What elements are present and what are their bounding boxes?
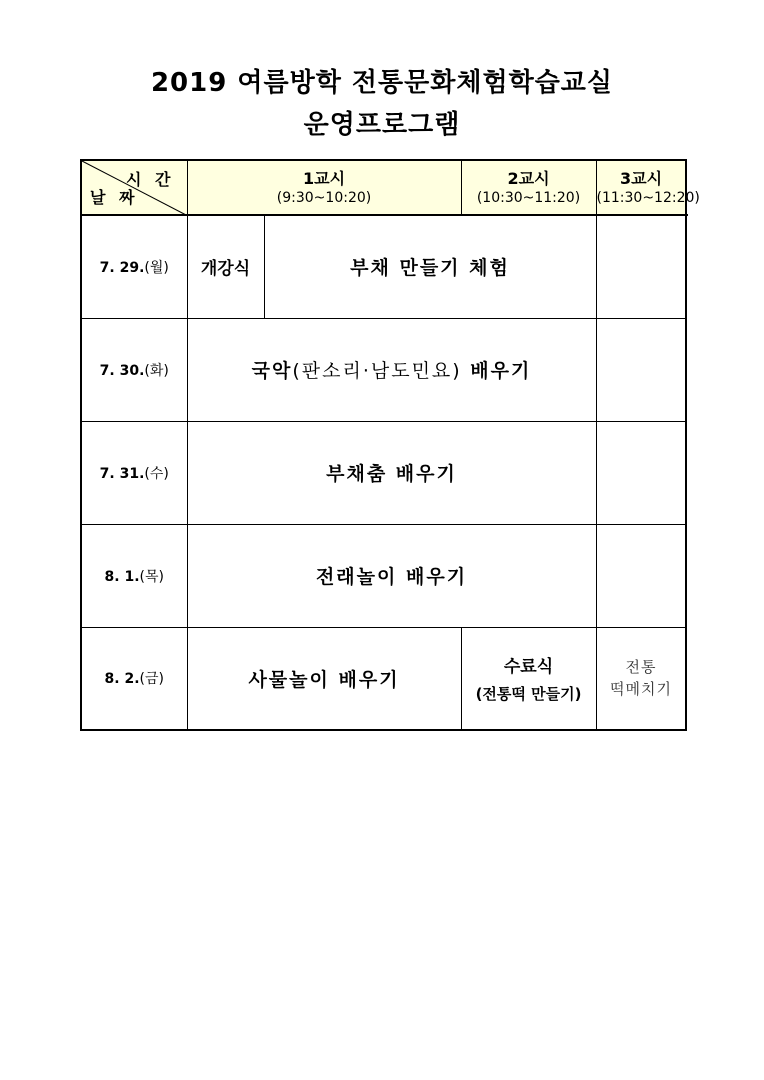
date-text: 7. 29. (99, 259, 145, 276)
activity-cell (187, 421, 596, 524)
document-subtitle: 운영프로그램 (303, 110, 461, 140)
weekday-text: (금) (139, 671, 164, 688)
schedule-table (80, 159, 700, 731)
date-cell (81, 524, 187, 627)
period-label: 3교시 (619, 168, 663, 188)
date-text: 7. 31. (99, 465, 145, 482)
date-cell (81, 627, 187, 730)
note-cell (596, 215, 686, 318)
activity-sub-text: (전통떡 만들기) (475, 685, 582, 704)
weekday-text: (목) (139, 568, 164, 585)
weekday-text: (수) (144, 465, 169, 482)
table-row (81, 215, 686, 318)
note-text-line1: 전통 (625, 658, 657, 677)
activity-text: 전래놀이 배우기 (315, 566, 468, 588)
period-label: 2교시 (507, 168, 550, 188)
date-text: 7. 30. (99, 362, 145, 379)
period-time: (10:30~11:20) (476, 189, 581, 206)
date-cell (81, 421, 187, 524)
date-header-label: 날 짜 (90, 188, 139, 207)
document-title: 2019 여름방학 전통문화체험학습교실 (150, 68, 614, 98)
activity-text: 개강식 (200, 259, 251, 280)
note-cell (596, 524, 686, 627)
period-1-header (187, 160, 461, 215)
note-text-line2: 떡메치기 (610, 680, 672, 699)
activity-cell (187, 215, 264, 318)
period-2-header (461, 160, 596, 215)
table-row (81, 627, 686, 730)
table-row (81, 421, 686, 524)
activity-text: 부채 만들기 체험 (350, 257, 510, 280)
table-row (81, 524, 686, 627)
weekday-text: (화) (144, 362, 169, 379)
header-row (81, 160, 686, 215)
period-3-header (596, 160, 700, 215)
activity-cell (264, 215, 596, 318)
date-cell (81, 215, 187, 318)
note-cell (596, 421, 686, 524)
table-row (81, 318, 686, 421)
activity-cell (187, 524, 596, 627)
weekday-text: (월) (144, 259, 169, 276)
period-time: (9:30~10:20) (276, 189, 372, 206)
period-time: (11:30~12:20) (596, 189, 700, 206)
date-cell (81, 318, 187, 421)
date-text: 8. 2. (104, 671, 140, 688)
activity-text-suffix: 배우기 (461, 360, 532, 382)
period-label: 1교시 (302, 168, 346, 188)
activity-cell (187, 318, 596, 421)
activity-text: 국악 (251, 360, 293, 382)
note-cell (596, 318, 686, 421)
time-header-label: 시 간 (126, 170, 175, 189)
activity-detail-text: (판소리·남도민요) (292, 360, 462, 382)
activity-text: 수료식 (503, 657, 554, 678)
activity-text: 사물놀이 배우기 (248, 668, 400, 691)
date-text: 8. 1. (104, 568, 140, 585)
activity-cell (461, 627, 596, 730)
activity-text: 부채춤 배우기 (326, 463, 457, 485)
activity-cell (187, 627, 461, 730)
corner-header-cell (81, 160, 187, 215)
note-cell (596, 627, 686, 730)
